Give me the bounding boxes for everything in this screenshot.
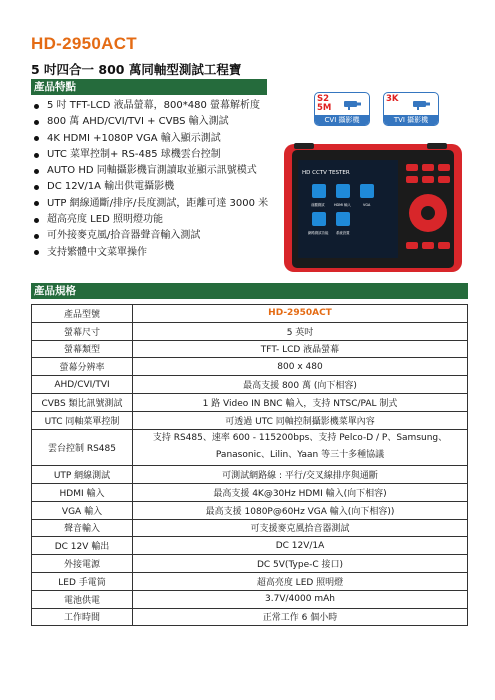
spec-value: 1 路 Video IN BNC 輸入，支持 NTSC/PAL 制式 [133, 393, 468, 411]
bullet-icon [34, 169, 39, 174]
feature-list [31, 98, 268, 261]
spec-label: UTP 網線測試 [32, 466, 133, 484]
table-row [32, 411, 468, 429]
table-row [32, 429, 468, 466]
spec-label: 螢幕分辨率 [32, 358, 133, 376]
spec-value [133, 429, 468, 466]
spec-label: HDMI 輸入 [32, 483, 133, 501]
spec-value: HD-2950ACT [133, 305, 468, 323]
spec-label: DC 12V 輸出 [32, 537, 133, 555]
spec-label: 雲台控制 RS485 [32, 429, 133, 466]
table-row [32, 376, 468, 394]
cctv-camera-icon [343, 99, 363, 111]
spec-value: DC 12V/1A [133, 537, 468, 555]
spec-value: 可支援麥克風拾音器測試 [133, 519, 468, 537]
badge-tag: S2 5M [317, 94, 332, 113]
spec-label: 電池供電 [32, 590, 133, 608]
cctv-camera-icon [412, 99, 432, 111]
spec-value: 800 x 480 [133, 358, 468, 376]
bullet-icon [34, 201, 39, 206]
table-row [32, 555, 468, 573]
table-row [32, 466, 468, 484]
spec-value: 最高支援 800 萬 (向下相容) [133, 376, 468, 394]
product-subtitle: 5 吋四合一 800 萬同軸型測試工程寶 [31, 62, 242, 77]
table-row [32, 393, 468, 411]
bullet-icon [34, 153, 39, 158]
table-row [32, 483, 468, 501]
spec-value-line: 支持 RS485、速率 600 - 115200bps、支持 Pelco-D / P、Samsung、 [152, 432, 448, 443]
spec-label: 聲音輸入 [32, 519, 133, 537]
table-row [32, 358, 468, 376]
feature-item: UTP 網線通斷/排序/長度測試，距離可達 3000 米 [31, 196, 268, 212]
spec-label: CVBS 類比訊號測試 [32, 393, 133, 411]
bullet-icon [34, 218, 39, 223]
spec-value: 超高亮度 LED 照明燈 [133, 572, 468, 590]
feature-item: AUTO HD 同軸攝影機盲測讀取並顯示訊號模式 [31, 163, 268, 179]
bullet-icon [34, 234, 39, 239]
table-row [32, 537, 468, 555]
svg-text:前觀測試: 前觀測試 [311, 203, 325, 207]
spec-label: 工作時間 [32, 608, 133, 626]
spec-value-line: Panasonic、Lilin、Yaan 等三十多種協議 [215, 450, 385, 461]
spec-label: LED 手電筒 [32, 572, 133, 590]
bullet-icon [34, 250, 39, 255]
tester-device-image [282, 140, 464, 275]
badge-tag: 3K [386, 94, 399, 104]
spec-label: 外接電源 [32, 555, 133, 573]
feature-item: 800 萬 AHD/CVI/TVI + CVBS 輸入測試 [31, 114, 268, 130]
tvi-camera-badge [383, 92, 439, 126]
badge-caption: TVI 攝影機 [384, 115, 438, 125]
spec-value: 可透過 UTC 同軸控制攝影機菜單內容 [133, 411, 468, 429]
product-title: HD-2950ACT [31, 34, 137, 53]
svg-text:網路測試功能: 網路測試功能 [308, 231, 329, 235]
features-heading: 產品特點 [31, 79, 267, 95]
spec-label: VGA 輸入 [32, 501, 133, 519]
spec-value: 最高支援 1080P@60Hz VGA 輸入(向下相容)) [133, 501, 468, 519]
spec-value: 最高支援 4K@30Hz HDMI 輸入(向下相容) [133, 483, 468, 501]
device-screen-title: HD CCTV TESTER [302, 170, 350, 176]
spec-value: 正常工作 6 個小時 [133, 608, 468, 626]
feature-item: 超高亮度 LED 照明燈功能 [31, 212, 268, 228]
svg-text:VGA: VGA [363, 203, 371, 207]
table-row [32, 608, 468, 626]
spec-value: 5 英吋 [133, 322, 468, 340]
table-row [32, 519, 468, 537]
svg-text:系統設置: 系統設置 [336, 231, 350, 235]
table-row [32, 590, 468, 608]
spec-value: DC 5V(Type-C 接口) [133, 555, 468, 573]
cvi-camera-badge [314, 92, 370, 126]
spec-value: 可測試網路線 : 平行/交叉線排序與通斷 [133, 466, 468, 484]
table-row [32, 501, 468, 519]
table-row [32, 340, 468, 358]
feature-item: UTC 菜單控制+ RS-485 球機雲台控制 [31, 147, 268, 163]
spec-label: AHD/CVI/TVI [32, 376, 133, 394]
feature-item: 5 吋 TFT-LCD 液晶螢幕，800*480 螢幕解析度 [31, 98, 268, 114]
svg-text:HDMI 輸入: HDMI 輸入 [334, 203, 351, 207]
feature-item: DC 12V/1A 輸出供電攝影機 [31, 179, 268, 195]
spec-label: 產品型號 [32, 305, 133, 323]
feature-item: 支持繁體中文菜單操作 [31, 245, 268, 261]
table-row [32, 305, 468, 323]
bullet-icon [34, 185, 39, 190]
spec-label: UTC 同軸菜單控制 [32, 411, 133, 429]
bullet-icon [34, 120, 39, 125]
bullet-icon [34, 136, 39, 141]
bullet-icon [34, 104, 39, 109]
specs-heading: 產品規格 [31, 283, 468, 299]
spec-table [31, 304, 468, 626]
spec-value: TFT- LCD 液晶螢幕 [133, 340, 468, 358]
feature-item: 4K HDMI +1080P VGA 輸入顯示測試 [31, 131, 268, 147]
spec-label: 螢幕尺寸 [32, 322, 133, 340]
badge-caption: CVI 攝影機 [315, 115, 369, 125]
spec-label: 螢幕類型 [32, 340, 133, 358]
table-row [32, 322, 468, 340]
feature-item: 可外接麥克風/拾音器聲音輸入測試 [31, 228, 268, 244]
spec-value: 3.7V/4000 mAh [133, 590, 468, 608]
table-row [32, 572, 468, 590]
